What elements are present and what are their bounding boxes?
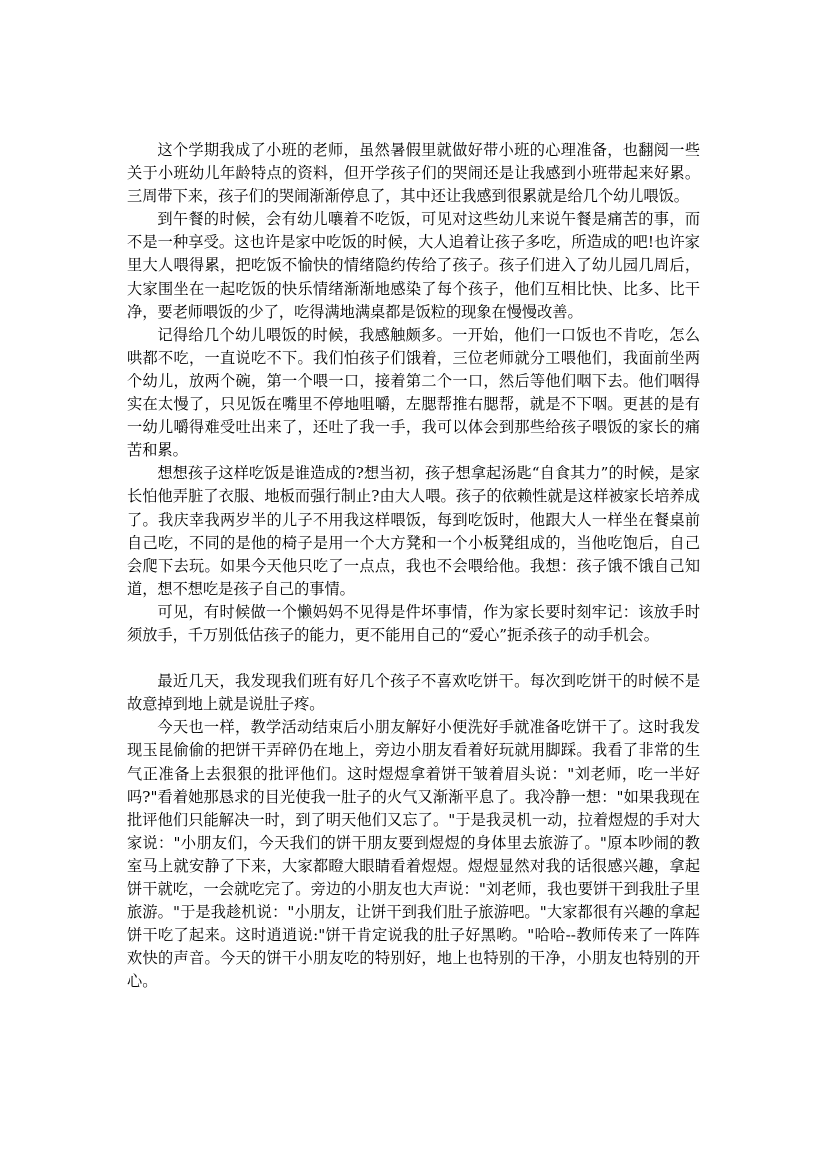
paragraph: 最近几天，我发现我们班有好几个孩子不喜欢吃饼干。每次到吃饼干的时候不是故意掉到地上就是说肚子疼。 — [127, 672, 700, 714]
paragraph: 这个学期我成了小班的老师，虽然暑假里就做好带小班的心理准备，也翻阅一些关于小班幼儿年龄特点的资料，但开学孩子们的哭闹还是让我感到小班带起来好累。三周带下来，孩子们的哭闹渐渐停息了，其中还让我感到很累就是给几个幼儿喂饭。 — [127, 141, 700, 206]
paragraph: 可见，有时候做一个懒妈妈不见得是件坏事情，作为家长要时刻牢记：该放手时须放手，千万别低估孩子的能力，更不能用自己的“爱心”扼杀孩子的动手机会。 — [127, 602, 700, 644]
paragraph: 记得给几个幼儿喂饭的时候，我感触颇多。一开始，他们一口饭也不肯吃，怎么哄都不吃，一直说吃不下。我们怕孩子们饿着，三位老师就分工喂他们，我面前坐两个幼儿，放两个碗，第一个喂一口，接着第二个一口，然后等他们咽下去。他们咽得实在太慢了，只见饭在嘴里不停地咀嚼，左腮帮推右腮帮，就是不下咽。更甚的是有一幼儿嚼得难受吐出来了，还吐了我一手，我可以体会到那些给孩子喂饭的家长的痛苦和累。 — [127, 325, 700, 460]
document-body — [127, 139, 700, 993]
paragraph: 今天也一样，教学活动结束后小朋友解好小便洗好手就准备吃饼干了。这时我发现玉昆偷偷的把饼干弄碎仍在地上，旁边小朋友看着好玩就用脚踩。我看了非常的生气正准备上去狠狠的批评他们。这时煜煜拿着饼干皱着眉头说："刘老师，吃一半好吗?"看着她那恳求的目光使我一肚子的火气又渐渐平息了。我冷静一想："如果我现在批评他们只能解决一时，到了明天他们又忘了。"于是我灵机一动，拉着煜煜的手对大家说："小朋友们，今天我们的饼干朋友要到煜煜的身体里去旅游了。"原本吵闹的教室马上就安静了下来，大家都瞪大眼睛看着煜煜。煜煜显然对我的话很感兴趣，拿起饼干就吃，一会就吃完了。旁边的小朋友也大声说："刘老师，我也要饼干到我肚子里旅游。"于是我趁机说："小朋友，让饼干到我们肚子旅游吧。"大家都很有兴趣的拿起饼干吃了起来。这时逍逍说:"饼干肯定说我的肚子好黑哟。"哈哈--教师传来了一阵阵欢快的声音。今天的饼干小朋友吃的特别好，地上也特别的干净，小朋友也特别的开心。 — [127, 718, 700, 991]
paragraph: 想想孩子这样吃饭是谁造成的?想当初，孩子想拿起汤匙“自食其力”的时候，是家长怕他弄脏了衣服、地板而强行制止?由大人喂。孩子的依赖性就是这样被家长培养成了。我庆幸我两岁半的儿子不用我这样喂饭，每到吃饭时，他跟大人一样坐在餐桌前自己吃，不同的是他的椅子是用一个大方凳和一个小板凳组成的，当他吃饱后，自己会爬下去玩。如果今天他只吃了一点点，我也不会喂给他。我想：孩子饿不饿自己知道，想不想吃是孩子自己的事情。 — [127, 464, 700, 598]
section-break — [127, 647, 700, 670]
paragraph: 到午餐的时候，会有幼儿嚷着不吃饭，可见对这些幼儿来说午餐是痛苦的事，而不是一种享受。这也许是家中吃饭的时候，大人追着让孩子多吃，所造成的吧!也许家里大人喂得累，把吃饭不愉快的情绪隐约传给了孩子。孩子们进入了幼儿园几周后，大家围坐在一起吃饭的快乐情绪渐渐地感染了每个孩子，他们互相比快、比多、比干净，要老师喂饭的少了，吃得满地满桌都是饭粒的现象在慢慢改善。 — [127, 210, 700, 321]
